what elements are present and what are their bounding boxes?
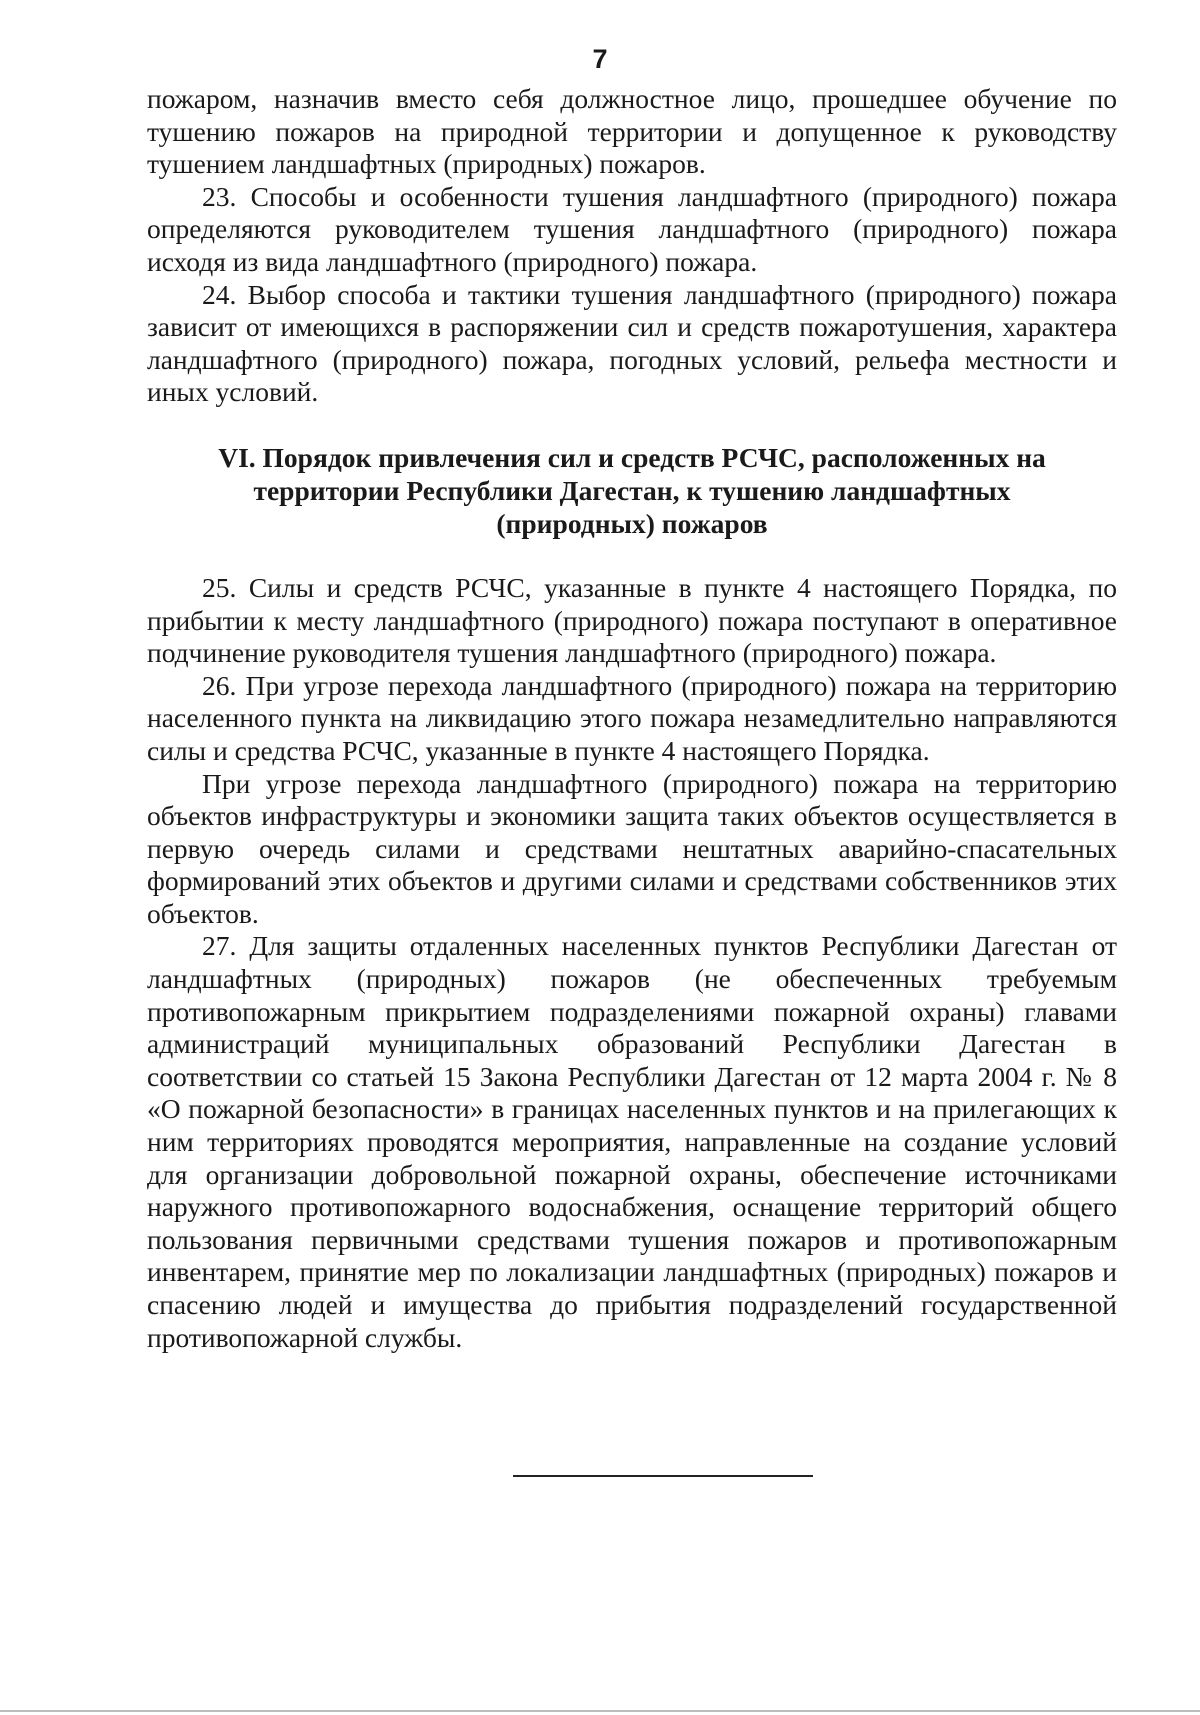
- page-number: 7: [592, 44, 608, 74]
- paragraph-25: 25. Силы и средств РСЧС, указанные в пункте 4 настоящего Порядка, по прибытии к месту ландшафтного (природного) пожара поступают в оперативное подчинение руководителя тушения ландшафтного (природного) пожара.: [147, 571, 1117, 669]
- scan-edge: [0, 1710, 1200, 1712]
- paragraph-continuation: пожаром, назначив вместо себя должностное лицо, прошедшее обучение по тушению пожаров на природной территории и допущенное к руководству тушением ландшафтных (природных) пожаров.: [147, 83, 1117, 180]
- paragraph-27: 27. Для защиты отдаленных населенных пунктов Республики Дагестан от ландшафтных (природных) пожаров (не обеспеченных требуемым противопожарным прикрытием подразделениями пожарной охраны) главами администраций муниципальных образований Республики Дагестан в соответствии со статьей 15 Закона Республики Дагестан от 12 марта 2004 г. № 8 «О пожарной безопасности» в границах населенных пунктов и на прилегающих к ним территориях проводятся мероприятия, направленные на создание условий для организации добровольной пожарной охраны, обеспечение источниками наружного противопожарного водоснабжения, оснащение территорий общего пользования первичными средствами тушения пожаров и противопожарным инвентарем, принятие мер по локализации ландшафтных (природных) пожаров и спасению людей и имущества до прибытия подразделений государственной противопожарной службы.: [147, 930, 1117, 1353]
- paragraph-24: 24. Выбор способа и тактики тушения ландшафтного (природного) пожара зависит от имеющихся в распоряжении сил и средств пожаротушения, характера ландшафтного (природного) пожара, погодных условий, рельефа местности и иных условий.: [147, 278, 1117, 408]
- paragraph-26: 26. При угрозе перехода ландшафтного (природного) пожара на территорию населенного пункта на ликвидацию этого пожара незамедлительно направляются силы и средства РСЧС, указанные в пункте 4 настоящего Порядка.: [147, 669, 1117, 766]
- paragraph-23: 23. Способы и особенности тушения ландшафтного (природного) пожара определяются руководителем тушения ландшафтного (природного) пожара исходя из вида ландшафтного (природного) пожара.: [147, 180, 1117, 277]
- document-body: [147, 83, 1117, 1354]
- end-separator-line: [513, 1475, 813, 1477]
- paragraph-26-continued: При угрозе перехода ландшафтного (природного) пожара на территорию объектов инфраструктуры и экономики защита таких объектов осуществляется в первую очередь силами и средствами нештатных аварийно-спасательных формирований этих объектов и другими силами и средствами собственников этих объектов.: [147, 767, 1117, 929]
- section-heading: VI. Порядок привлечения сил и средств РСЧС, расположенных на территории Республики Дагестан, к тушению ландшафтных (природных) пожаров: [218, 441, 1046, 539]
